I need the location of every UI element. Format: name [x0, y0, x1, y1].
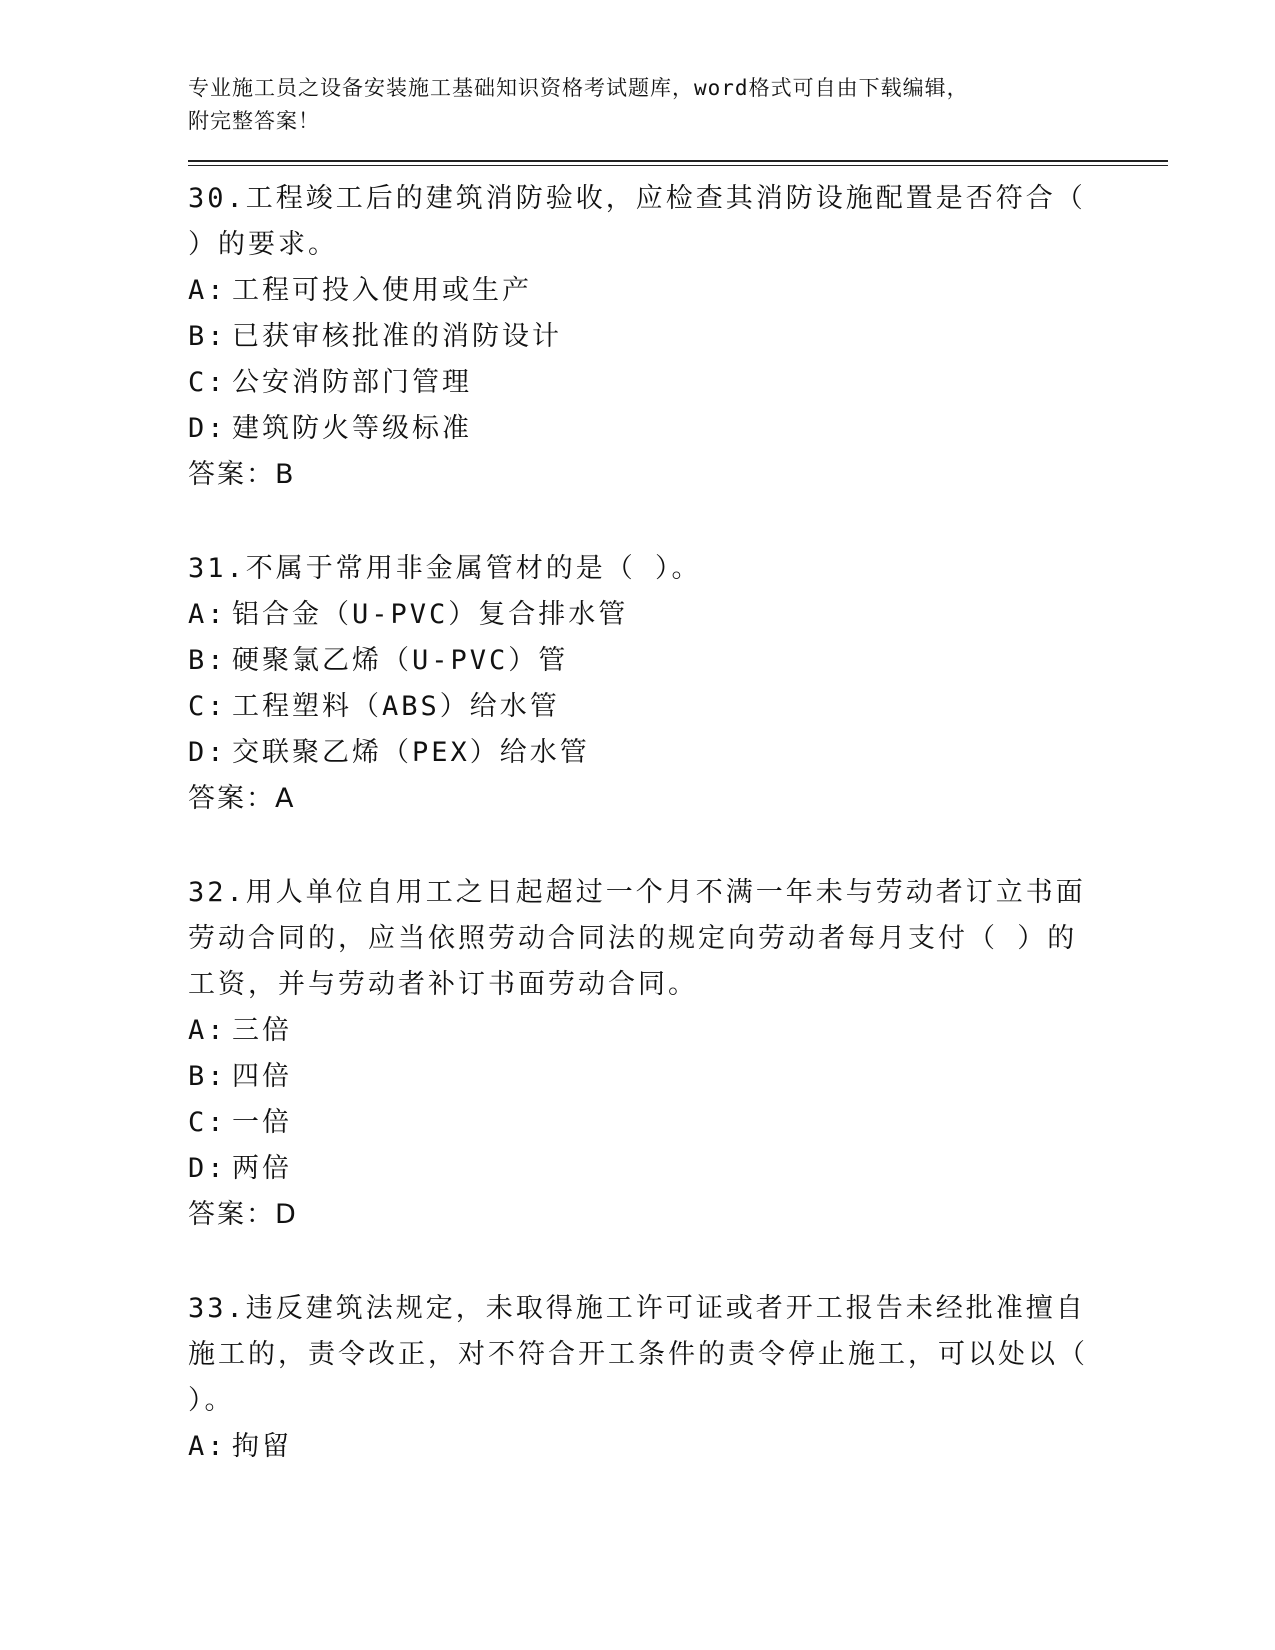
- option-letter: C:: [188, 1107, 227, 1138]
- option-a: [188, 268, 1168, 314]
- question-33: [188, 1286, 1168, 1470]
- option-c: [188, 360, 1168, 406]
- option-text: 建筑防火等级标准: [232, 413, 472, 444]
- question-list: [188, 176, 1168, 1470]
- option-d: [188, 406, 1168, 452]
- document-page: [188, 72, 1168, 1518]
- option-letter: C:: [188, 367, 227, 398]
- option-letter: A:: [188, 1015, 227, 1046]
- answer-line: [188, 452, 1168, 498]
- option-b: [188, 638, 1168, 684]
- answer-value: B: [275, 459, 296, 490]
- option-text: 已获审核批准的消防设计: [232, 321, 562, 352]
- question-31: [188, 546, 1168, 822]
- header-divider: [188, 160, 1168, 166]
- option-c: [188, 1100, 1168, 1146]
- option-letter: B:: [188, 645, 227, 676]
- option-letter: D:: [188, 1153, 227, 1184]
- option-text: 交联聚乙烯（PEX）给水管: [232, 737, 590, 768]
- option-a: [188, 1424, 1168, 1470]
- option-a: [188, 1008, 1168, 1054]
- option-text: 一倍: [232, 1107, 292, 1138]
- option-letter: D:: [188, 737, 227, 768]
- option-a: [188, 592, 1168, 638]
- option-letter: C:: [188, 691, 227, 722]
- option-text: 拘留: [232, 1431, 292, 1462]
- header-line-2: 附完整答案！: [188, 109, 320, 133]
- option-letter: A:: [188, 1431, 227, 1462]
- answer-label: 答案：: [188, 783, 275, 814]
- option-letter: B:: [188, 1061, 227, 1092]
- option-b: [188, 314, 1168, 360]
- answer-line: [188, 1192, 1168, 1238]
- question-stem: 31.不属于常用非金属管材的是（ ）。: [188, 553, 702, 584]
- option-letter: A:: [188, 599, 227, 630]
- answer-label: 答案：: [188, 1199, 275, 1230]
- question-32: [188, 870, 1168, 1238]
- option-text: 铝合金（U-PVC）复合排水管: [232, 599, 629, 630]
- question-stem: 30.工程竣工后的建筑消防验收，应检查其消防设施配置是否符合（ ）的要求。: [188, 183, 1086, 260]
- question-stem: 33.违反建筑法规定，未取得施工许可证或者开工报告未经批准擅自施工的，责令改正，对不符合开工条件的责令停止施工，可以处以（ ）。: [188, 1293, 1088, 1416]
- option-c: [188, 684, 1168, 730]
- answer-value: A: [275, 783, 296, 814]
- option-text: 工程塑料（ABS）给水管: [232, 691, 560, 722]
- answer-label: 答案：: [188, 459, 275, 490]
- option-d: [188, 730, 1168, 776]
- option-text: 工程可投入使用或生产: [232, 275, 532, 306]
- question-30: [188, 176, 1168, 498]
- option-text: 硬聚氯乙烯（U-PVC）管: [232, 645, 569, 676]
- answer-value: D: [275, 1199, 298, 1230]
- option-letter: A:: [188, 275, 227, 306]
- option-letter: D:: [188, 413, 227, 444]
- header-line-1: 专业施工员之设备安装施工基础知识资格考试题库，word格式可自由下载编辑，: [188, 76, 969, 100]
- option-b: [188, 1054, 1168, 1100]
- option-text: 两倍: [232, 1153, 292, 1184]
- question-stem: 32.用人单位自用工之日起超过一个月不满一年未与劳动者订立书面劳动合同的，应当依照劳动合同法的规定向劳动者每月支付（ ）的工资，并与劳动者补订书面劳动合同。: [188, 877, 1086, 1000]
- option-text: 公安消防部门管理: [232, 367, 472, 398]
- option-letter: B:: [188, 321, 227, 352]
- answer-line: [188, 776, 1168, 822]
- document-header: [188, 72, 1168, 138]
- option-text: 四倍: [232, 1061, 292, 1092]
- option-d: [188, 1146, 1168, 1192]
- option-text: 三倍: [232, 1015, 292, 1046]
